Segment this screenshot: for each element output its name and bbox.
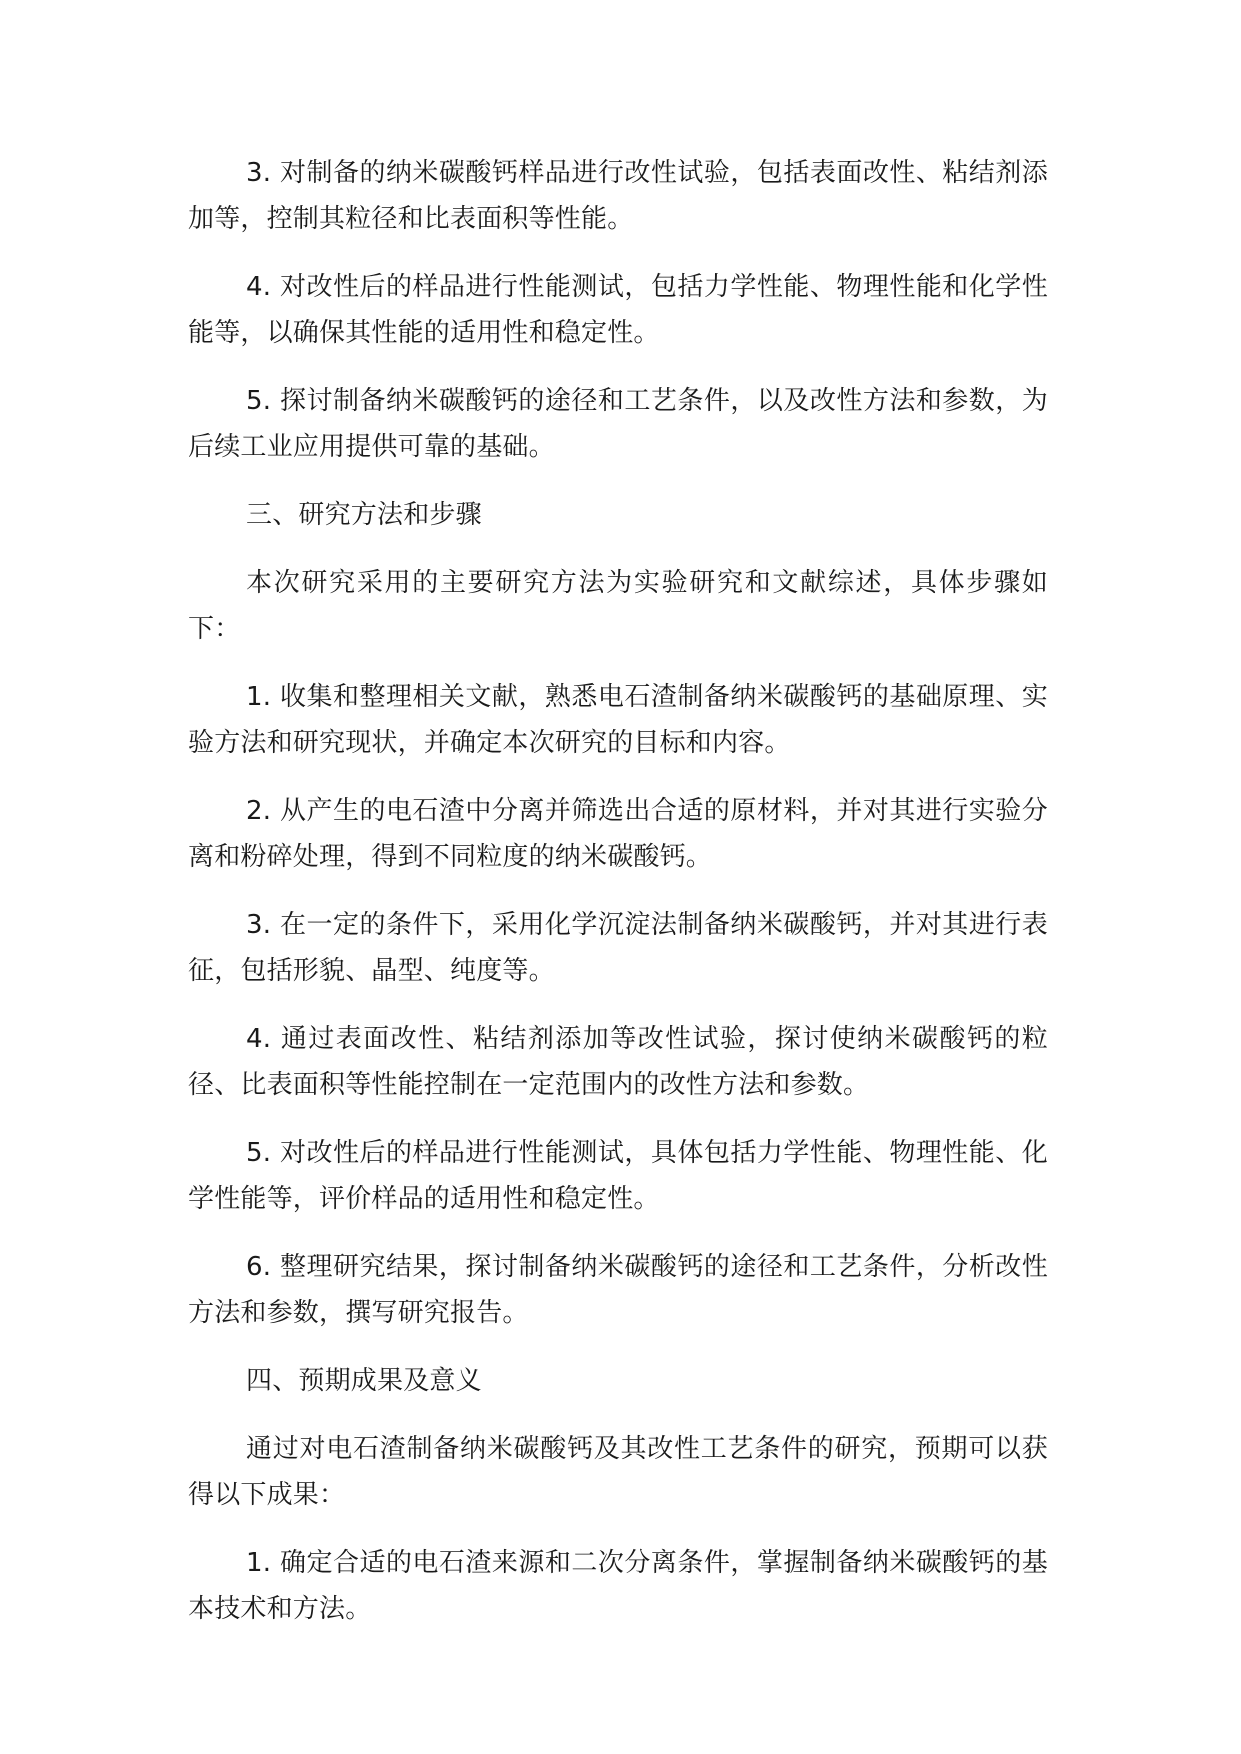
- paragraph-result-1: 1. 确定合适的电石渣来源和二次分离条件，掌握制备纳米碳酸钙的基本技术和方法。: [188, 1548, 1048, 1624]
- paragraph-step-1-literature: 1. 收集和整理相关文献，熟悉电石渣制备纳米碳酸钙的基础原理、实验方法和研究现状，并确定本次研究的目标和内容。: [188, 682, 1048, 758]
- paragraph-step-5-testing: 5. 对改性后的样品进行性能测试，具体包括力学性能、物理性能、化学性能等，评价样品的适用性和稳定性。: [188, 1138, 1048, 1214]
- paragraph-step-6-report: 6. 整理研究结果，探讨制备纳米碳酸钙的途径和工艺条件，分析改性方法和参数，撰写研究报告。: [188, 1252, 1048, 1328]
- paragraph-item-5-process-conditions: 5. 探讨制备纳米碳酸钙的途径和工艺条件，以及改性方法和参数，为后续工业应用提供可靠的基础。: [188, 386, 1048, 462]
- paragraph-step-4-modification: 4. 通过表面改性、粘结剂添加等改性试验，探讨使纳米碳酸钙的粒径、比表面积等性能控制在一定范围内的改性方法和参数。: [188, 1024, 1048, 1100]
- section-heading-methods: 三、研究方法和步骤: [246, 500, 482, 530]
- document-body: [188, 150, 1048, 1654]
- section-heading-expected-results: 四、预期成果及意义: [246, 1366, 482, 1396]
- paragraph-item-3-modification-test: 3. 对制备的纳米碳酸钙样品进行改性试验，包括表面改性、粘结剂添加等，控制其粒径和比表面积等性能。: [188, 158, 1048, 234]
- paragraph-item-4-performance-test: 4. 对改性后的样品进行性能测试，包括力学性能、物理性能和化学性能等，以确保其性能的适用性和稳定性。: [188, 272, 1048, 348]
- paragraph-step-2-separation: 2. 从产生的电石渣中分离并筛选出合适的原材料，并对其进行实验分离和粉碎处理，得到不同粒度的纳米碳酸钙。: [188, 796, 1048, 872]
- paragraph-expected-intro: 通过对电石渣制备纳米碳酸钙及其改性工艺条件的研究，预期可以获得以下成果：: [188, 1434, 1048, 1510]
- paragraph-step-3-precipitation: 3. 在一定的条件下，采用化学沉淀法制备纳米碳酸钙，并对其进行表征，包括形貌、晶型、纯度等。: [188, 910, 1048, 986]
- paragraph-methods-intro: 本次研究采用的主要研究方法为实验研究和文献综述，具体步骤如下：: [188, 568, 1048, 644]
